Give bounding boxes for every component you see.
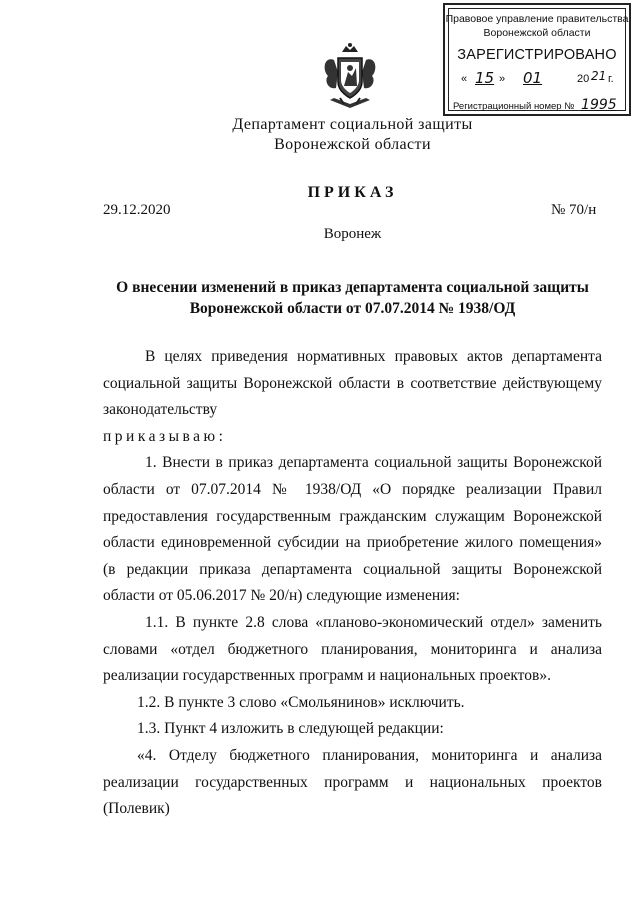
preamble-paragraph: В целях приведения нормативных правовых актов департамента социальной защиты Воронежской области в соответствие действующему законодательству bbox=[103, 348, 602, 419]
department-line1: Департамент социальной защиты bbox=[232, 116, 473, 133]
paragraph-1-1: 1.1. В пункте 2.8 слова «планово-экономический отдел» заменить словами «отдел бюджетного планирования, мониторинга и анализа реализации государственных программ и национальных проектов». bbox=[103, 613, 602, 685]
document-type: ПРИКАЗ bbox=[307, 184, 398, 201]
stamp-date-year-prefix: 20 bbox=[577, 73, 590, 85]
paragraph-1-2: 1.2. В пункте 3 слово «Смольянинов» исключить. bbox=[137, 693, 465, 711]
stamp-date-year: 21 bbox=[591, 69, 607, 83]
title-line2: Воронежской области от 07.07.2014 № 1938/ОД bbox=[189, 300, 516, 317]
stamp-date-day: 15 bbox=[475, 69, 495, 87]
paragraph-1: 1. Внести в приказ департамента социальной защиты Воронежской области от 07.07.2014 № 1938/ОД «О порядке реализации Правил предоставления государственным гражданским служащим Воронежской области единовременной субсидии на приобретение жилого помещения» (в редакции приказа департамента социальной защиты Воронежской области от 05.06.2017 № 20/н) следующие изменения: bbox=[103, 454, 602, 605]
stamp-registered-label: ЗАРЕГИСТРИРОВАНО bbox=[457, 47, 617, 63]
registration-stamp bbox=[443, 3, 631, 116]
stamp-authority: Правовое управление правительства Воронежской области bbox=[445, 13, 629, 39]
document-title bbox=[0, 277, 640, 319]
title-line1: О внесении изменений в приказ департамента социальной защиты bbox=[116, 279, 589, 296]
department-line2: Воронежской области bbox=[274, 136, 431, 153]
document-number: № 70/н bbox=[551, 202, 597, 218]
stamp-date-suffix: г. bbox=[608, 73, 614, 85]
document-body bbox=[103, 344, 602, 823]
order-word: приказываю: bbox=[103, 427, 227, 445]
stamp-reg-number-row bbox=[453, 97, 628, 113]
stamp-reg-number: 1995 bbox=[581, 97, 617, 113]
paragraph-4-quote: «4. Отделу бюджетного планирования, мониторинга и анализа реализации государственных программ и национальных проектов (Полевик) bbox=[103, 746, 602, 818]
stamp-date-month: 01 bbox=[523, 69, 543, 87]
stamp-reg-label: Регистрационный номер № bbox=[453, 101, 575, 112]
coat-of-arms-emblem bbox=[320, 42, 380, 110]
department-name bbox=[0, 115, 640, 155]
document-city: Воронеж bbox=[323, 226, 382, 242]
document-date: 29.12.2020 bbox=[103, 202, 171, 218]
stamp-date: « 15 » 01 20 21 г. bbox=[461, 69, 614, 87]
paragraph-1-3: 1.3. Пункт 4 изложить в следующей редакции: bbox=[137, 720, 444, 738]
